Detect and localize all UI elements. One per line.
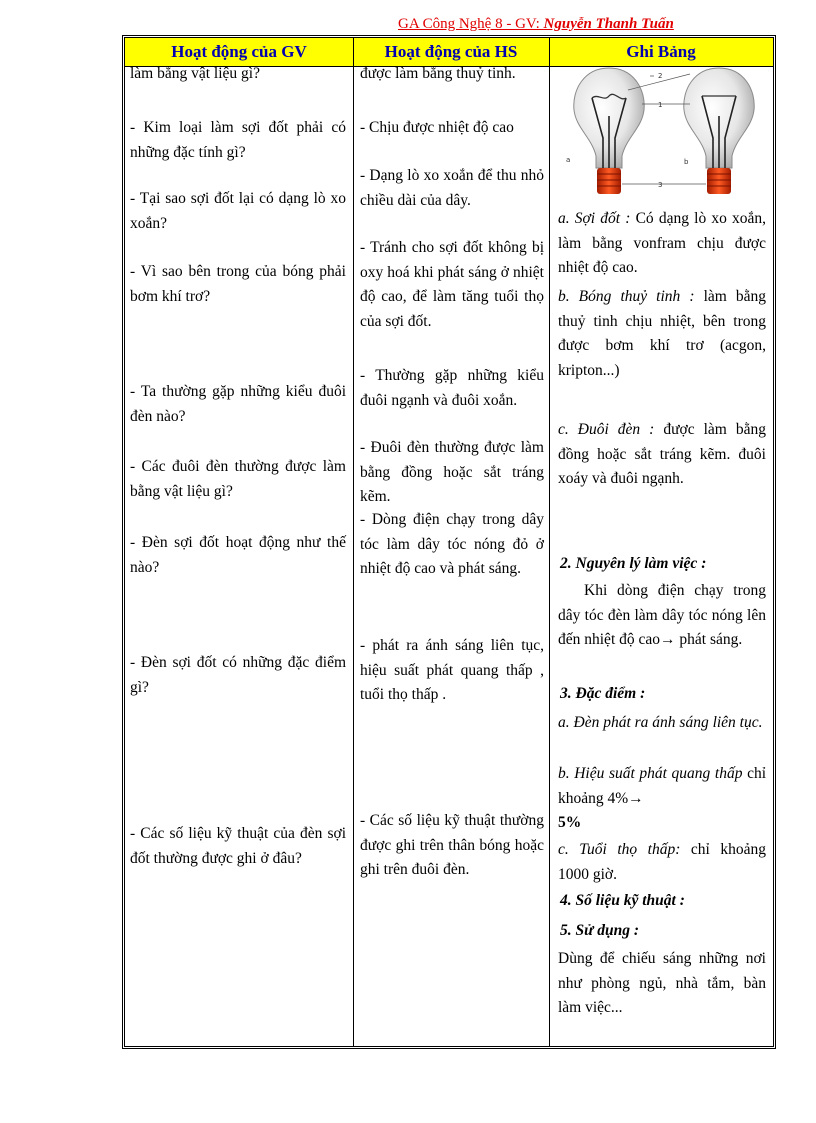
hs-answer: - Các số liệu kỹ thuật thường được ghi trên thân bóng hoặc ghi trên đuôi đèn. (360, 812, 544, 878)
board-part-b (558, 285, 766, 383)
header-prefix: GA Công Nghệ 8 - GV: (398, 16, 544, 32)
figure-label: 3 (658, 181, 663, 189)
bulb-right (684, 68, 754, 194)
figure-label: b (684, 158, 689, 166)
gv-question: - Các đuôi đèn thường được làm bằng vật liệu gì? (130, 458, 346, 500)
section-4-title: 4. Số liệu kỹ thuật : (560, 892, 685, 909)
section-3-c (558, 838, 766, 887)
board-text: chỉ khoảng 4% (558, 765, 766, 807)
board-part-a (558, 207, 766, 281)
figure-label: 2 (658, 72, 663, 80)
page-header (398, 16, 674, 33)
gv-question: - Đèn sợi đốt hoạt động như thế nào? (130, 534, 346, 576)
column-divider (549, 38, 550, 1046)
gv-question: - Tại sao sợi đốt lại có dạng lò xo xoắn? (130, 190, 346, 232)
figure-label: 1 (658, 101, 663, 109)
section-2-text (558, 579, 766, 653)
section-5-title: 5. Sử dụng : (560, 922, 640, 939)
gv-question: - Vì sao bên trong của bóng phải bơm khí trơ? (130, 263, 346, 305)
board-text: Khi dòng điện chạy trong dây tóc đèn làm dây tóc nóng lên đến nhiệt độ cao (558, 582, 766, 648)
column-divider (353, 38, 354, 1046)
board-text: Có dạng lò xo xoắn, làm bằng vonfram chịu được nhiệt độ cao. (558, 210, 767, 276)
hs-answer: - phát ra ánh sáng liên tục, hiệu suất phát quang thấp , tuổi thọ thấp . (360, 637, 544, 703)
header-author: Nguyễn Thanh Tuấn (543, 16, 674, 32)
board-text: làm bằng thuỷ tinh chịu nhiệt, bên trong được bơm khí trơ (acgon, kripton...) (558, 288, 767, 379)
section-3-title: 3. Đặc điểm : (560, 685, 646, 702)
board-label: a. Sợi đốt : (558, 210, 631, 227)
hs-answer: - Dạng lò xo xoắn để thu nhỏ chiều dài của dây. (360, 167, 544, 209)
header-board: Ghi Bảng (626, 42, 696, 61)
bulb-left (574, 68, 644, 194)
gv-question: - Kim loại làm sợi đốt phải có những đặc tính gì? (130, 119, 346, 161)
board-value: 5% (558, 814, 582, 831)
board-text: chỉ khoảng 1000 giờ. (558, 841, 766, 883)
arrow-icon: → (628, 789, 644, 807)
hs-answer: được làm bằng thuỷ tinh. (360, 65, 516, 82)
board-label: b. Hiệu suất phát quang thấp (558, 765, 743, 782)
figure-label: a (566, 156, 571, 164)
gv-text: làm bằng vật liệu gì? (130, 65, 260, 82)
section-2-title: 2. Nguyên lý làm việc : (560, 555, 707, 572)
light-bulb-figure (562, 60, 768, 198)
gv-question: - Các số liệu kỹ thuật của đèn sợi đốt thường được ghi ở đâu? (130, 825, 346, 867)
hs-answer: - Tránh cho sợi đốt không bị oxy hoá khi phát sáng ở nhiệt độ cao, để làm tăng tuổi thọ của sợi đốt. (360, 239, 544, 330)
arrow-icon: → (660, 631, 680, 648)
board-label: b. Bóng thuỷ tinh : (558, 288, 695, 305)
board-text: được làm bằng đồng hoặc sắt tráng kẽm. đuôi xoáy và đuôi ngạnh. (558, 421, 766, 487)
gv-question: - Đèn sợi đốt có những đặc điểm gì? (130, 654, 346, 696)
section-5-text: Dùng để chiếu sáng những nơi như phòng ngủ, nhà tắm, bàn làm việc... (558, 950, 766, 1016)
header-gv: Hoạt động của GV (171, 42, 307, 61)
board-label: c. Đuôi đèn : (558, 421, 655, 438)
hs-answer: - Thường gặp những kiểu đuôi ngạnh và đuôi xoắn. (360, 367, 544, 409)
hs-answer: - Chịu được nhiệt độ cao (360, 119, 514, 136)
section-3-b (558, 762, 766, 836)
header-hs: Hoạt động của HS (384, 42, 518, 61)
board-label: c. Tuổi thọ thấp: (558, 841, 681, 858)
section-3-a: a. Đèn phát ra ánh sáng liên tục. (558, 714, 763, 731)
board-part-c (558, 418, 766, 492)
board-text: phát sáng. (679, 631, 743, 648)
hs-answer: - Đuôi đèn thường được làm bằng đồng hoặc sắt tráng kẽm. (360, 439, 544, 505)
hs-answer: - Dòng điện chạy trong dây tóc làm dây tóc nóng đỏ ở nhiệt độ cao và phát sáng. (360, 511, 544, 577)
gv-question: - Ta thường gặp những kiểu đuôi đèn nào? (130, 383, 346, 425)
